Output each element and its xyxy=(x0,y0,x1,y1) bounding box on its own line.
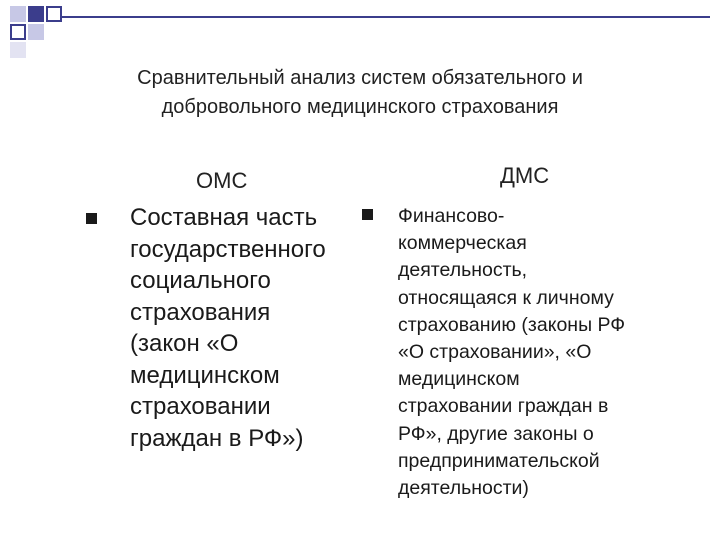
oms-line: (закон «О xyxy=(130,330,239,357)
dms-heading: ДМС xyxy=(500,163,550,188)
dms-line: деятельности) xyxy=(398,477,529,500)
bullet-icon xyxy=(362,209,373,220)
dms-line: коммерческая xyxy=(398,232,527,255)
header-rule xyxy=(62,16,710,18)
oms-line: страховании xyxy=(130,393,271,420)
dms-description xyxy=(398,203,710,502)
oms-line: страхования xyxy=(130,298,271,326)
oms-line: Составная часть xyxy=(130,204,318,231)
oms-heading: ОМС xyxy=(196,168,248,193)
oms-line: государственного xyxy=(130,235,326,263)
title-line-2: добровольного медицинского страхования xyxy=(161,96,559,118)
dms-line: относящаяся к личному xyxy=(398,286,614,309)
dms-line: «О страховании», «О xyxy=(398,341,592,364)
oms-line: медицинском xyxy=(130,361,280,389)
dms-line: предпринимательской xyxy=(398,449,600,472)
dms-line: РФ», другие законы о xyxy=(398,422,594,445)
dms-line: Финансово- xyxy=(398,205,505,227)
slide-title xyxy=(60,64,660,122)
decor-square xyxy=(28,24,44,40)
bullet-icon xyxy=(86,213,97,224)
title-line-1: Сравнительный анализ систем обязательного и xyxy=(137,67,583,89)
decor-square xyxy=(28,6,44,22)
decor-square xyxy=(10,24,26,40)
decor-square xyxy=(10,42,26,58)
dms-line: страховании граждан в xyxy=(398,395,609,418)
decor-square xyxy=(46,6,62,22)
dms-line: медицинском xyxy=(398,368,520,391)
decor-square xyxy=(10,6,26,22)
oms-line: граждан в РФ») xyxy=(130,424,304,452)
oms-line: социального xyxy=(130,267,271,294)
dms-line: деятельность, xyxy=(398,259,528,282)
dms-line: страхованию (законы РФ xyxy=(398,313,626,336)
oms-description xyxy=(130,202,370,454)
